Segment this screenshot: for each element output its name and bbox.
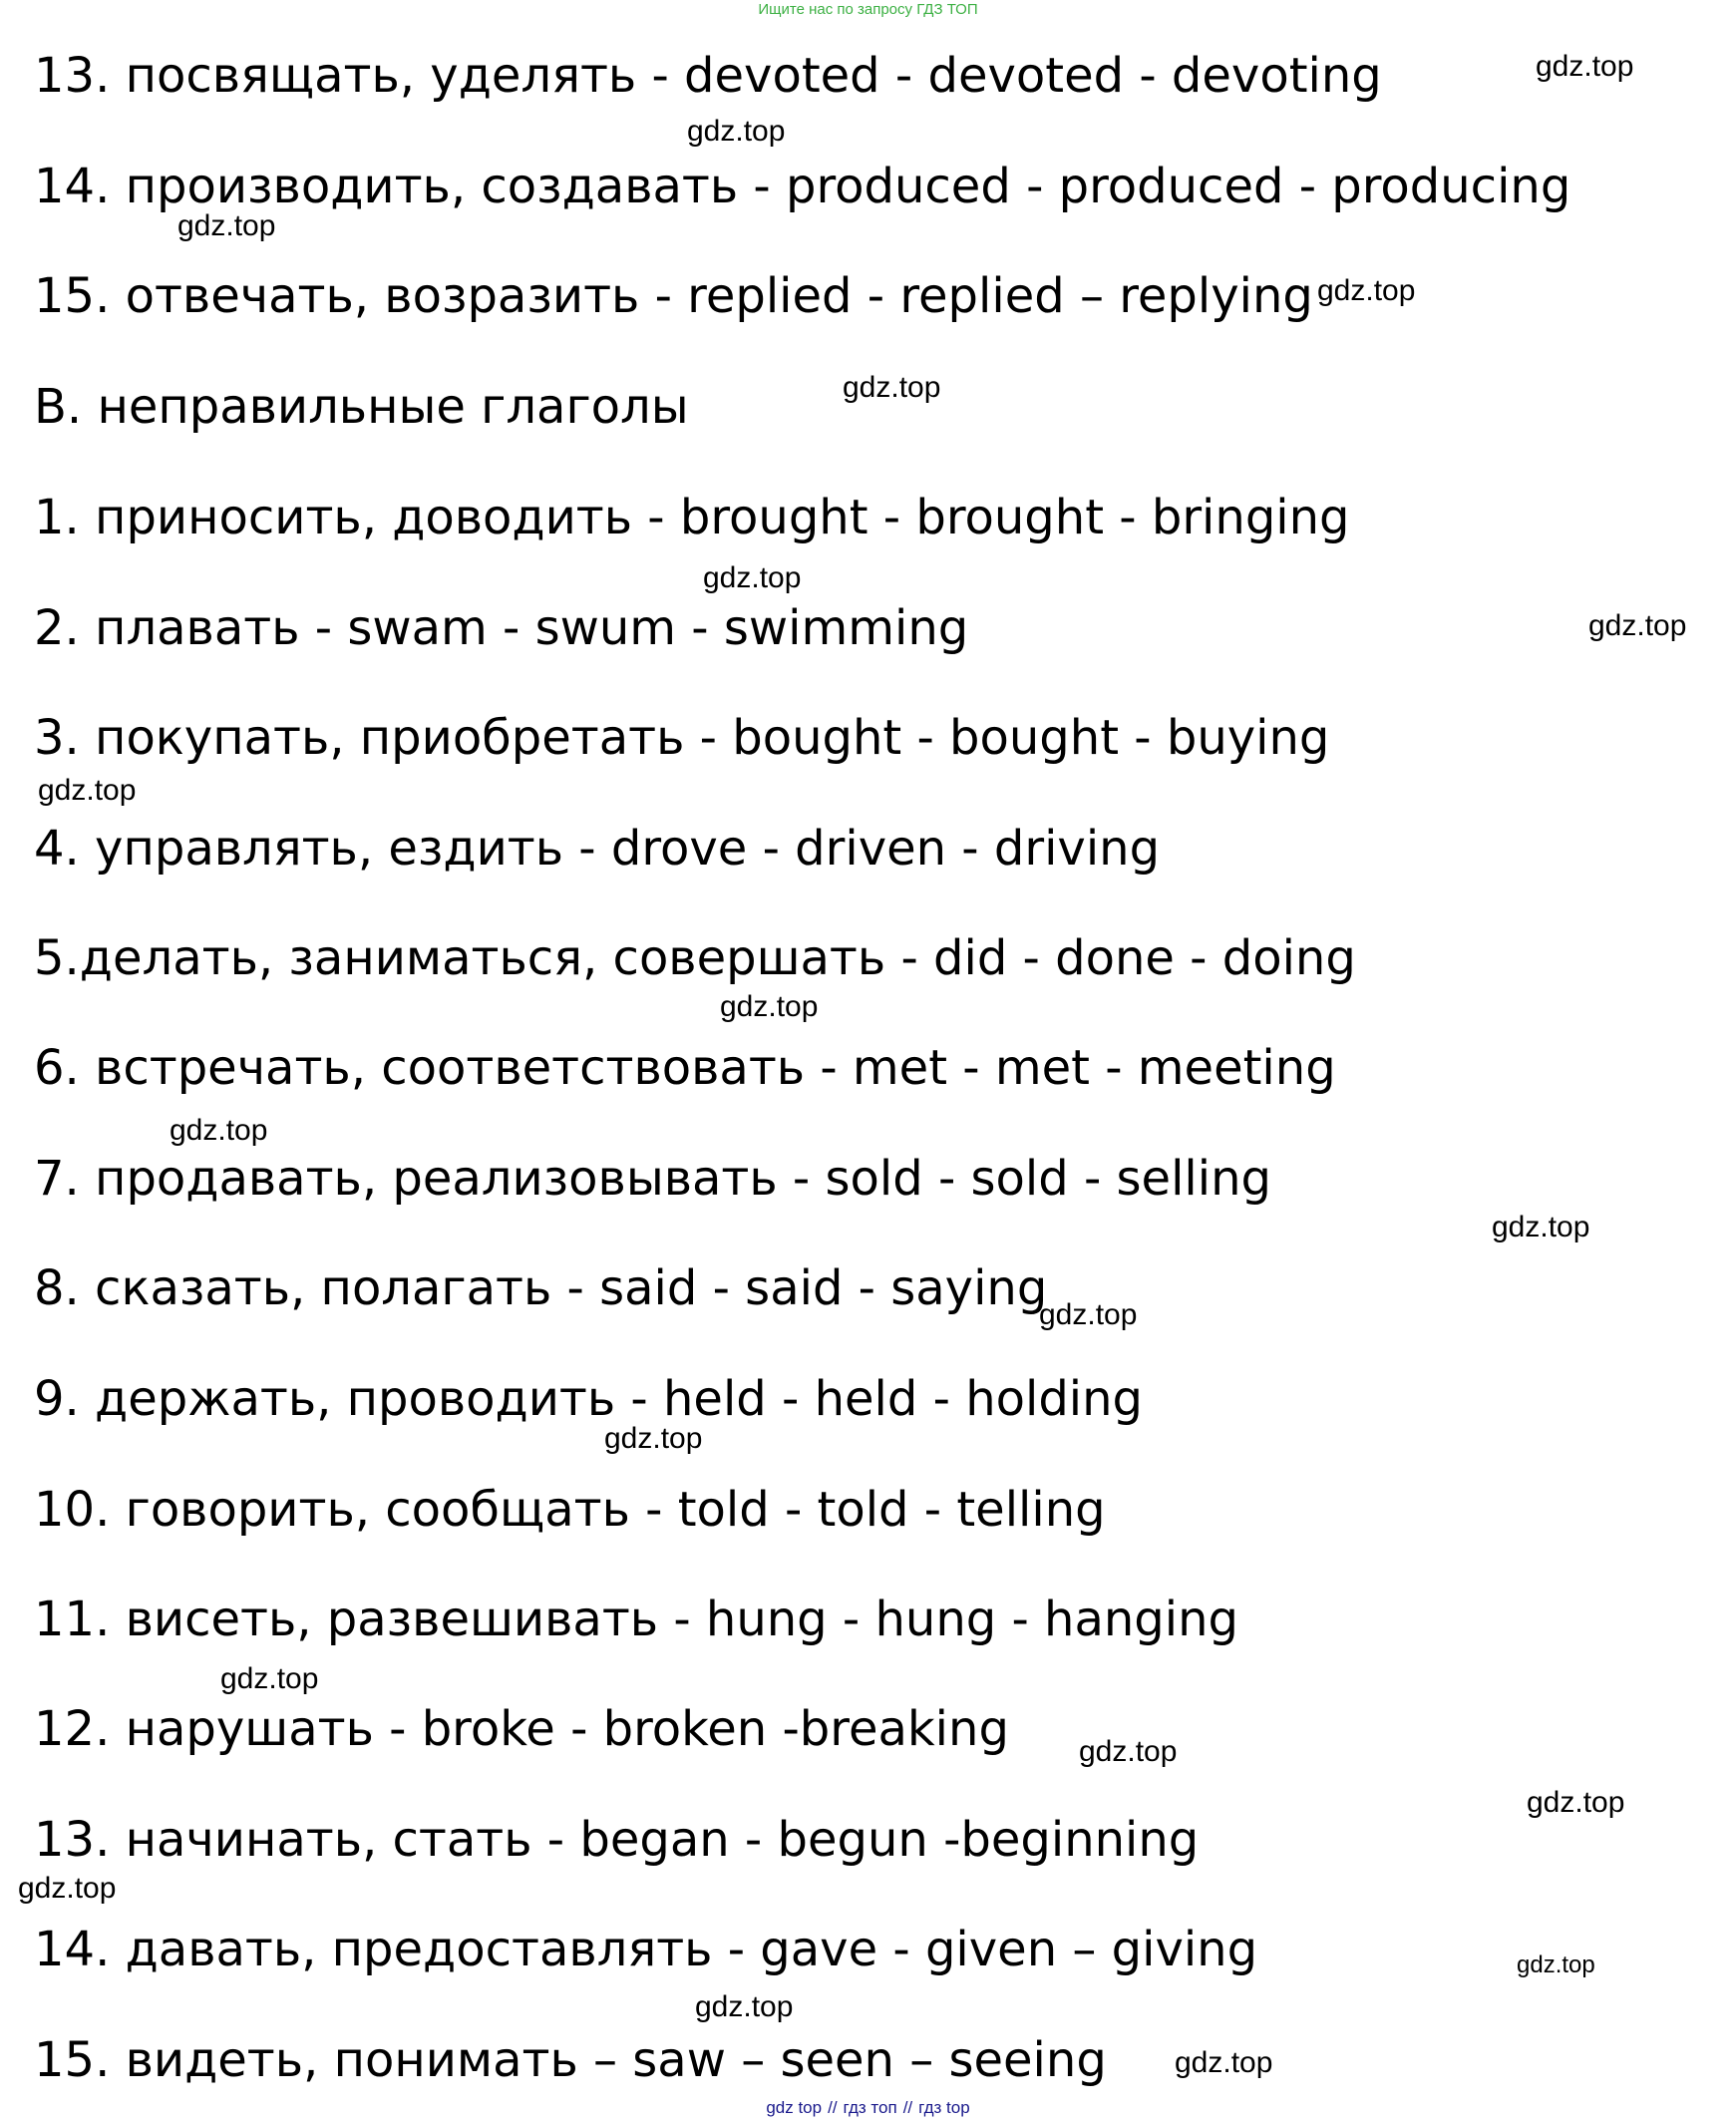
top-banner: Ищите нас по запросу ГДЗ ТОП bbox=[758, 1, 978, 18]
watermark: gdz.top bbox=[604, 1422, 703, 1455]
footer-separator: // bbox=[902, 2098, 913, 2117]
watermark: gdz.top bbox=[1588, 609, 1687, 642]
watermark: gdz.top bbox=[1492, 1211, 1590, 1243]
list-item: 13. посвящать, уделять - devoted - devoted - devoting bbox=[34, 48, 1382, 104]
footer-part: gdz top bbox=[766, 2098, 823, 2117]
watermark: gdz.top bbox=[177, 209, 276, 242]
footer-separator: // bbox=[828, 2098, 838, 2117]
watermark: gdz.top bbox=[1039, 1298, 1138, 1331]
watermark: gdz.top bbox=[1536, 50, 1634, 83]
list-item: 9. держать, проводить - held - held - holding bbox=[34, 1371, 1144, 1427]
watermark: gdz.top bbox=[687, 115, 786, 148]
watermark: gdz.top bbox=[1079, 1735, 1178, 1768]
watermark: gdz.top bbox=[1175, 2046, 1273, 2079]
list-item: 11. висеть, развешивать - hung - hung - hanging bbox=[34, 1592, 1238, 1647]
section-heading: B. неправильные глаголы bbox=[34, 379, 689, 435]
list-item: 1. приносить, доводить - brought - brought - bringing bbox=[34, 490, 1350, 545]
watermark: gdz.top bbox=[170, 1114, 268, 1147]
list-item: 14. давать, предоставлять - gave - given – giving bbox=[34, 1922, 1258, 1977]
watermark: gdz.top bbox=[18, 1872, 117, 1905]
watermark: gdz.top bbox=[1527, 1786, 1625, 1819]
watermark: gdz.top bbox=[695, 1990, 794, 2023]
list-item: 15. видеть, понимать – saw – seen – seeing bbox=[34, 2032, 1107, 2088]
list-item: 3. покупать, приобретать - bought - bought - buying bbox=[34, 710, 1330, 766]
watermark: gdz.top bbox=[703, 561, 802, 594]
watermark: gdz.top bbox=[1317, 274, 1416, 307]
list-item: 5.делать, заниматься, совершать - did - done - doing bbox=[34, 930, 1356, 986]
watermark: gdz.top bbox=[38, 774, 137, 807]
list-item: 4. управлять, ездить - drove - driven - driving bbox=[34, 821, 1161, 877]
list-item: 6. встречать, соответствовать - met - met - meeting bbox=[34, 1040, 1336, 1096]
watermark: gdz.top bbox=[220, 1662, 319, 1695]
list-item: 12. нарушать - broke - broken -breaking bbox=[34, 1701, 1009, 1757]
watermark: gdz.top bbox=[843, 371, 941, 404]
list-item: 7. продавать, реализовывать - sold - sold - selling bbox=[34, 1151, 1271, 1207]
footer-part: гдз топ bbox=[843, 2098, 897, 2117]
list-item: 14. производить, создавать - produced - produced - producing bbox=[34, 159, 1571, 214]
watermark: gdz.top bbox=[720, 990, 819, 1023]
list-item: 13. начинать, стать - began - begun -beginning bbox=[34, 1812, 1200, 1868]
list-item: 10. говорить, сообщать - told - told - telling bbox=[34, 1482, 1106, 1538]
footer-part: гдз top bbox=[918, 2098, 970, 2117]
watermark: gdz.top bbox=[1517, 1951, 1595, 1978]
list-item: 2. плавать - swam - swum - swimming bbox=[34, 600, 969, 656]
list-item: 8. сказать, полагать - said - said - saying bbox=[34, 1260, 1048, 1316]
list-item: 15. отвечать, возразить - replied - replied – replying bbox=[34, 268, 1313, 324]
footer bbox=[0, 2097, 1736, 2119]
